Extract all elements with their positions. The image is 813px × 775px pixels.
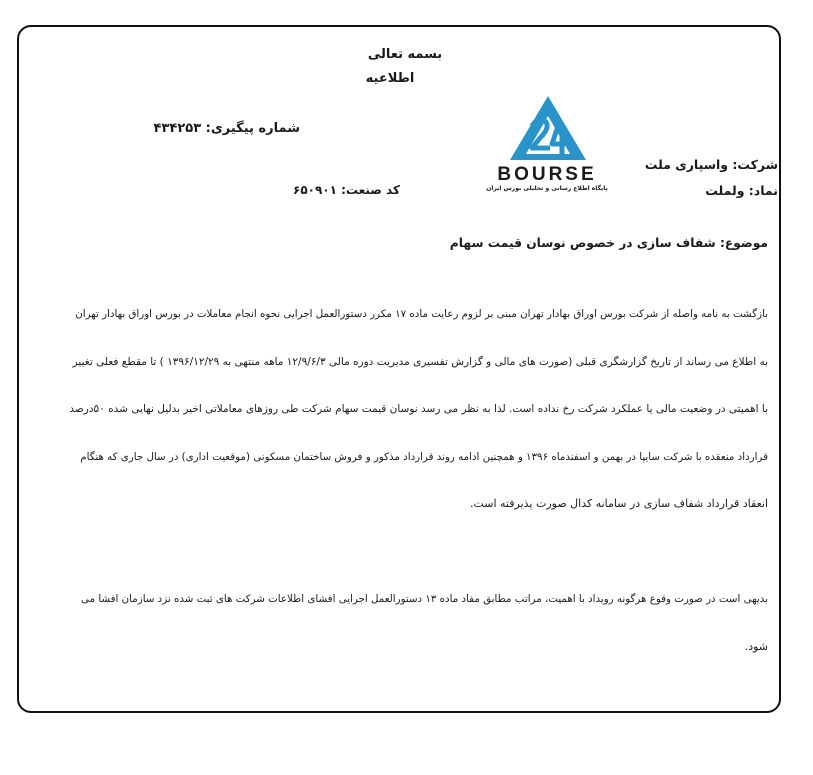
body-line: انعقاد قرارداد شفاف سازی در سامانه کدال صورت پذیرفته است. xyxy=(469,497,768,510)
logo-tagline: پایگاه اطلاع رسانی و تحلیلی بورس ایران xyxy=(486,185,608,192)
announcement-title: اطلاعیه xyxy=(365,71,415,86)
tracking-number: شماره پیگیری: ۴۳۴۲۵۳ xyxy=(153,121,300,136)
subject-line: موضوع: شفاف سازی در خصوص نوسان قیمت سهام xyxy=(449,236,768,250)
body-line: بدیهی است در صورت وقوع هرگونه رویداد با اهمیت، مراتب مطابق مفاد ماده ۱۳ دستورالعمل اجرایی افشای اطلاعات شرکت های ثبت شده نزد سازمان افشا می xyxy=(81,593,768,605)
body-line: با اهمیتی در وضعیت مالی یا عملکرد شرکت رخ نداده است. لذا به نظر می رسد نوسان قیمت سهام شرکت طی روزهای معاملاتی اخیر بدلیل نهایی شده ۵۰درصد xyxy=(69,403,768,415)
body-line: به اطلاع می رساند از تاریخ گزارشگری قبلی (صورت های مالی و گزارش تفسیری مدیریت دوره مالی ۱۲/۹/۶/۳ ماهه منتهی به ۱۳۹۶/۱۲/۲۹ ) تا مقطع فعلی تغییر xyxy=(72,356,768,368)
bismillah-heading: بسمه تعالی xyxy=(367,47,443,62)
logo-wordmark: BOURSE xyxy=(497,164,597,185)
document-frame xyxy=(17,25,781,713)
ticker-symbol: نماد: ولملت xyxy=(705,183,778,198)
body-line: شود. xyxy=(744,640,768,653)
industry-code: کد صنعت: ۶۵۰۹۰۱ xyxy=(293,183,400,197)
body-line: قرارداد منعقده با شرکت سایپا در بهمن و اسفندماه ۱۳۹۶ و همچنین ادامه روند قرارداد مذکور و فروش ساختمان مسکونی (موقعیت اداری) در سال جاری که هنگام xyxy=(80,451,768,463)
body-line: بازگشت به نامه واصله از شرکت بورس اوراق بهادار تهران مبنی بر لزوم رعایت ماده ۱۷ مکرر دستورالعمل اجرایی نحوه انجام معاملات در بورس اوراق بهادار تهران xyxy=(75,308,768,320)
company-name: شرکت: واسپاری ملت xyxy=(644,157,778,172)
bourse-triangle-logo-icon xyxy=(510,96,586,160)
